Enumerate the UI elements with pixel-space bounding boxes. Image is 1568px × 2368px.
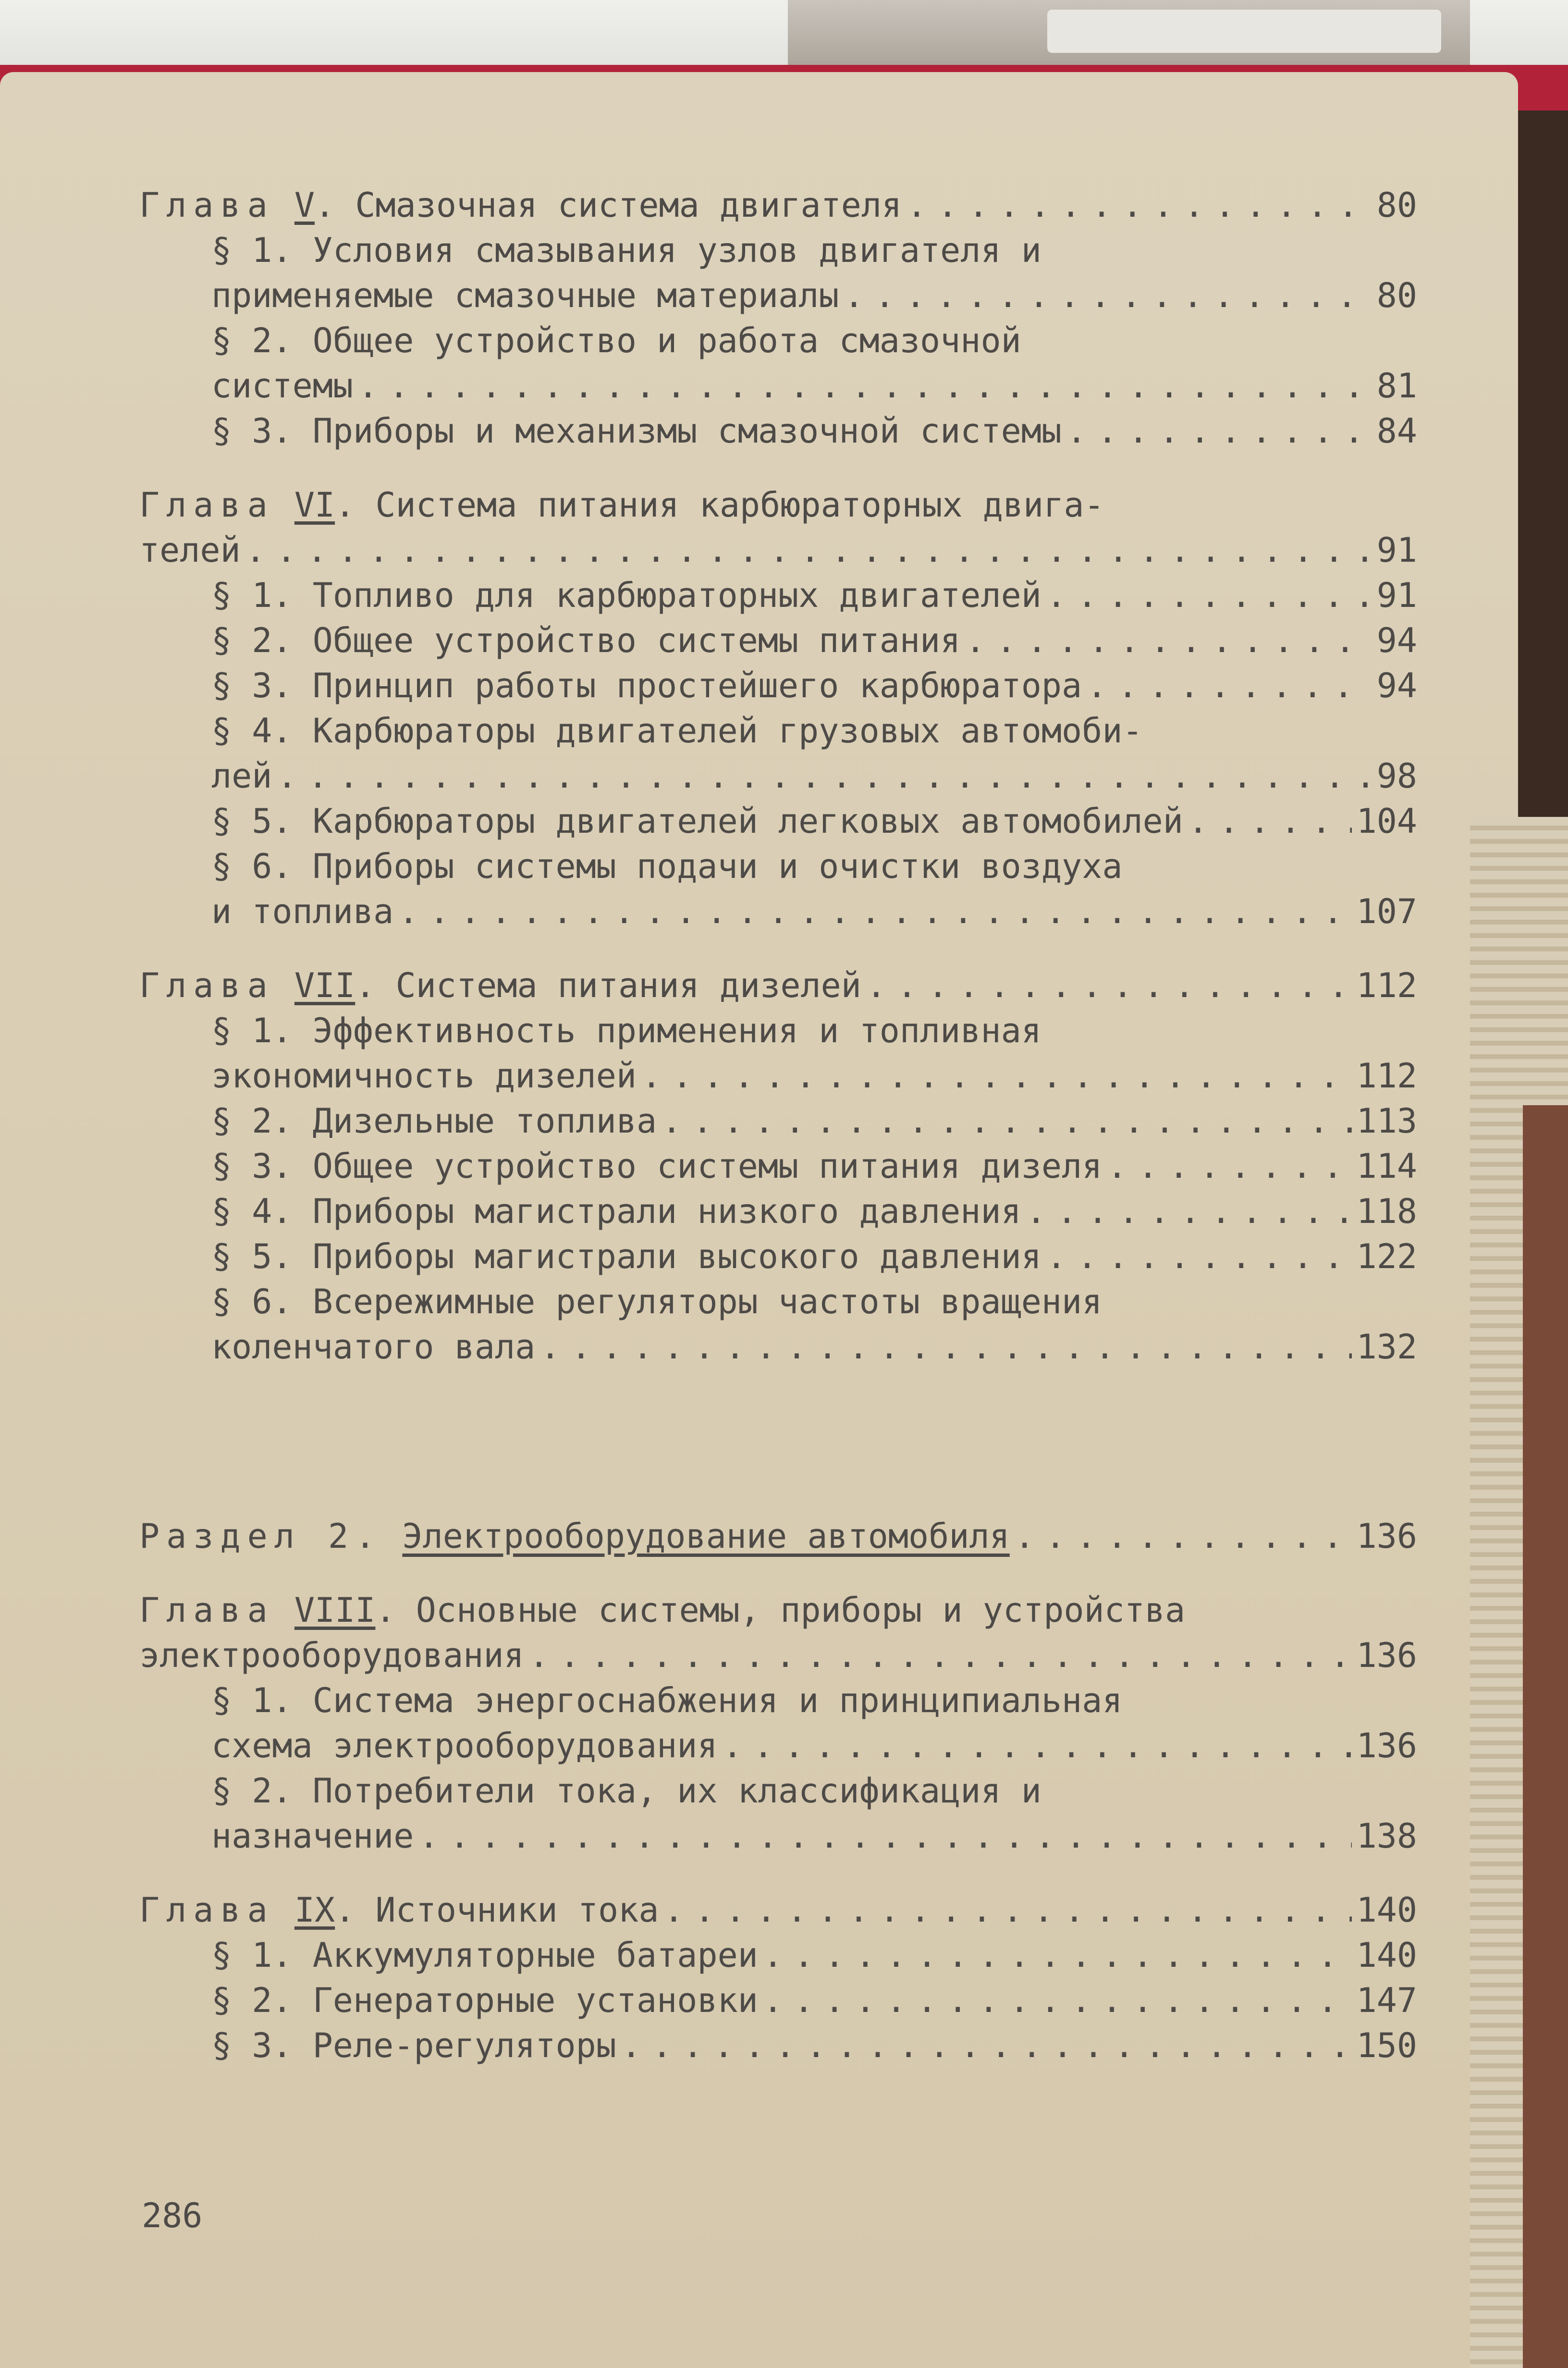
page-ref: 138 [1356, 1816, 1417, 1856]
toc-line [139, 1144, 1417, 1189]
chapter-title: Электрооборудование автомобиля [402, 1517, 1010, 1556]
section-entry [139, 844, 1417, 934]
entry-title: § 4. Карбюраторы двигателей грузовых автомоби- [211, 711, 1143, 751]
entry-title-cont: схема электрооборудования [211, 1726, 718, 1765]
chapter-title: . Источники тока [335, 1890, 659, 1930]
toc-line [139, 1189, 1417, 1234]
book-binding [1523, 1105, 1568, 2368]
toc-line [139, 573, 1417, 618]
entry-title-cont: лей [211, 756, 272, 796]
section-entry [139, 1234, 1417, 1279]
leader-dots [1087, 663, 1372, 708]
toc-heading-line [139, 1514, 1417, 1559]
toc-heading-line [139, 963, 1417, 1008]
toc-heading-line [139, 1887, 1417, 1933]
entry-title: § 2. Общее устройство системы питания [211, 621, 961, 660]
section-entry [139, 1144, 1417, 1189]
table-of-contents [139, 183, 1417, 2068]
page-ref: 94 [1376, 666, 1417, 705]
leader-dots [358, 363, 1372, 408]
entry-title: § 3. Принцип работы простейшего карбюратора [211, 666, 1082, 705]
section-entry [139, 228, 1417, 318]
toc-line [139, 1933, 1417, 1978]
section-entry [139, 573, 1417, 618]
leader-dots [641, 1053, 1352, 1098]
chapter-number: VIII [294, 1591, 376, 1630]
leader-dots [540, 1324, 1351, 1369]
leader-dots [1015, 1514, 1352, 1559]
section-entry [139, 1098, 1417, 1144]
chapter-entry [139, 963, 1417, 1008]
entry-title: § 1. Условия смазывания узлов двигателя и [211, 231, 1041, 270]
page-ref: 104 [1356, 802, 1417, 841]
chapter-entry [139, 183, 1417, 228]
page-ref: 81 [1376, 366, 1417, 406]
page-ref: 91 [1376, 530, 1417, 570]
leader-dots [844, 273, 1372, 318]
section-entry [139, 1933, 1417, 1978]
leader-dots [965, 618, 1372, 663]
toc-line [139, 363, 1417, 408]
entry-title-cont: экономичность дизелей [211, 1056, 637, 1096]
leader-dots [418, 1813, 1351, 1859]
page-ref: 118 [1356, 1192, 1417, 1231]
entry-title-cont: применяемые смазочные материалы [211, 276, 839, 315]
leader-dots [621, 2023, 1352, 2068]
page-ref: 98 [1376, 756, 1417, 796]
entry-title: § 2. Общее устройство и работа смазочной [211, 321, 1021, 360]
toc-line [139, 273, 1417, 318]
entry-title: § 6. Приборы системы подачи и очистки воздуха [211, 847, 1123, 886]
leader-dots [1046, 573, 1372, 618]
toc-line [139, 2023, 1417, 2068]
section-entry [139, 318, 1417, 408]
entry-title: § 1. Система энергоснабжения и принципиальная [211, 1681, 1123, 1720]
toc-line [139, 1324, 1417, 1369]
entry-title: § 5. Приборы магистрали высокого давления [211, 1237, 1041, 1276]
section-entry [139, 1678, 1417, 1768]
page-ref: 80 [1376, 276, 1417, 315]
toc-line [139, 889, 1417, 934]
entry-title-cont: телей [139, 530, 241, 570]
toc-line [139, 1234, 1417, 1279]
toc-line [139, 408, 1417, 454]
toc-heading-line [139, 482, 1417, 528]
entry-title: § 5. Карбюраторы двигателей легковых автомобилей [211, 802, 1183, 841]
page-ref: 140 [1356, 1936, 1417, 1975]
chapter-entry [139, 1588, 1417, 1678]
leader-dots [1026, 1189, 1352, 1234]
entry-title: § 1. Топливо для карбюраторных двигателей [211, 576, 1041, 615]
entry-title: § 6. Всережимные регуляторы частоты вращения [211, 1282, 1102, 1321]
entry-title: § 2. Генераторные установки [211, 1981, 758, 2020]
page-ref: 107 [1356, 892, 1417, 931]
entry-title: § 2. Дизельные топлива [211, 1101, 657, 1141]
page-ref: 132 [1356, 1327, 1417, 1367]
chapter-label: Глава [139, 185, 274, 225]
chapter-number: VI [294, 485, 335, 525]
page-ref: 91 [1376, 576, 1417, 615]
chapter-label: Глава [139, 1890, 274, 1930]
page-ref: 112 [1356, 1056, 1417, 1096]
leader-dots [1107, 1144, 1351, 1189]
section-entry [139, 1978, 1417, 2023]
chapter-entry [139, 1887, 1417, 1933]
chapter-label: Глава [139, 485, 274, 525]
entry-title: § 4. Приборы магистрали низкого давления [211, 1192, 1021, 1231]
chapter-title: . Смазочная система двигателя [315, 185, 902, 225]
leader-dots [763, 1933, 1352, 1978]
entry-title: § 1. Аккумуляторные батареи [211, 1936, 758, 1975]
page-ref: 122 [1356, 1237, 1417, 1276]
leader-dots [663, 1887, 1351, 1933]
page-ref: 140 [1356, 1890, 1417, 1930]
chapter-title: . Основные системы, приборы и устройства [375, 1591, 1186, 1630]
page-ref: 136 [1356, 1726, 1417, 1765]
section-entry [139, 2023, 1417, 2068]
section-entry [139, 1768, 1417, 1859]
toc-line [139, 1978, 1417, 2023]
toc-line [139, 663, 1417, 708]
toc-line [139, 1053, 1417, 1098]
part-entry [139, 1514, 1417, 1559]
chapter-label: Глава [139, 1591, 274, 1630]
chapter-number: V [294, 185, 315, 225]
page-number: 286 [142, 2196, 203, 2235]
leader-dots [662, 1098, 1351, 1144]
leader-dots [398, 889, 1351, 934]
section-entry [139, 408, 1417, 454]
entry-title-cont: коленчатого вала [211, 1327, 536, 1367]
entry-title-cont: и топлива [211, 892, 394, 931]
page-ref: 80 [1376, 185, 1417, 225]
entry-title-cont: электрооборудования [139, 1636, 524, 1675]
section-entry [139, 799, 1417, 844]
leader-dots [1066, 408, 1372, 454]
toc-line [139, 618, 1417, 663]
chapter-number: IX [294, 1890, 335, 1930]
entry-title: § 3. Приборы и механизмы смазочной системы [211, 411, 1062, 451]
chapter-entry [139, 482, 1417, 573]
section-entry [139, 1189, 1417, 1234]
toc-line [139, 1633, 1417, 1678]
page-ref: 147 [1356, 1981, 1417, 2020]
section-entry [139, 618, 1417, 663]
leader-dots [723, 1723, 1352, 1768]
toc-line [139, 1813, 1417, 1859]
leader-dots [906, 183, 1372, 228]
section-entry [139, 1008, 1417, 1098]
chapter-number: VII [294, 966, 355, 1005]
leader-dots [529, 1633, 1352, 1678]
entry-title-cont: системы [211, 366, 354, 406]
entry-title: § 2. Потребители тока, их классификация и [211, 1771, 1041, 1811]
page-ref: 113 [1356, 1101, 1417, 1141]
chapter-title: . Система питания дизелей [355, 966, 861, 1005]
page-ref: 94 [1376, 621, 1417, 660]
leader-dots [245, 528, 1372, 573]
leader-dots [763, 1978, 1352, 2023]
toc-heading-line [139, 1588, 1417, 1633]
entry-title-cont: назначение [211, 1816, 414, 1856]
section-entry [139, 1279, 1417, 1369]
page-ref: 112 [1356, 966, 1417, 1005]
clamp-slot [1047, 10, 1441, 53]
chapter-label: Глава [139, 966, 274, 1005]
leader-dots [277, 753, 1372, 799]
section-entry [139, 663, 1417, 708]
entry-title: § 3. Реле-регуляторы [211, 2026, 616, 2065]
entry-title: § 3. Общее устройство системы питания дизеля [211, 1147, 1102, 1186]
entry-title: § 1. Эффективность применения и топливная [211, 1011, 1041, 1050]
page-ref: 136 [1356, 1517, 1417, 1556]
toc-heading-line [139, 183, 1417, 228]
page-ref: 114 [1356, 1147, 1417, 1186]
toc-line [139, 1723, 1417, 1768]
leader-dots [1188, 799, 1352, 844]
toc-line [139, 799, 1417, 844]
toc-line [139, 528, 1417, 573]
page-ref: 84 [1376, 411, 1417, 451]
section-entry [139, 708, 1417, 799]
page-ref: 136 [1356, 1636, 1417, 1675]
leader-dots [1046, 1234, 1352, 1279]
toc-line [139, 753, 1417, 799]
section-gap [139, 1369, 1417, 1485]
part-label: Раздел 2. [139, 1517, 382, 1556]
leader-dots [866, 963, 1352, 1008]
chapter-title: . Система питания карбюраторных двига- [335, 485, 1104, 525]
page-ref: 150 [1356, 2026, 1417, 2065]
toc-line [139, 1098, 1417, 1144]
